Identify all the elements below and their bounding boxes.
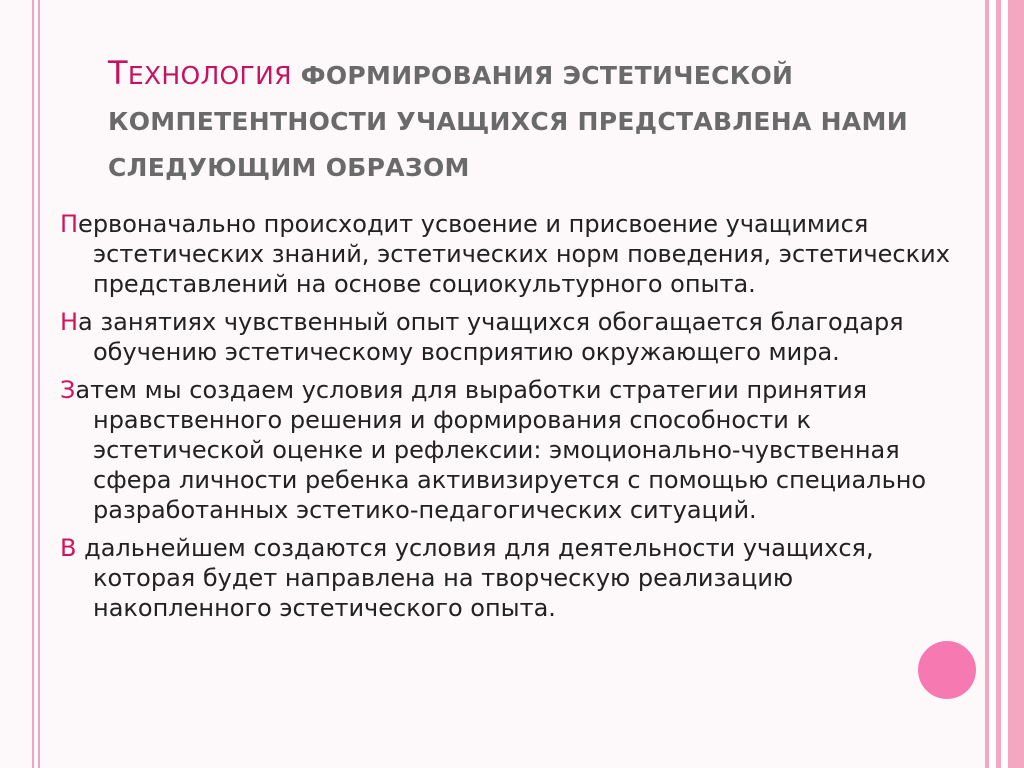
slide-body [60,209,960,631]
frame-line-left-outer [32,0,34,768]
right-stripe-1 [985,0,989,768]
paragraph-initial: Н [60,308,79,336]
right-stripe-2 [996,0,1001,768]
paragraph-text: дальнейшем создаются условия для деятельности учащихся, которая будет направлена на творческую реализацию накопленного эстетического опыта. [76,534,874,622]
paragraph-text: атем мы создаем условия для выработки стратегии принятия нравственного решения и формирования способности к эстетической оценке и рефлексии: эмоционально-чувственная сфера личности ребенка активизируется с помощью специально разработанных эстетико-педагогических ситуаций. [75,376,927,524]
paragraph-initial: З [60,376,76,404]
paragraph-initial: В [60,534,77,562]
title-first-rest: ЕХНОЛОГИЯ [127,61,292,90]
decor-circle [918,641,976,699]
frame-line-left-inner [38,0,40,768]
paragraph-text: ервоначально происходит усвоение и присвоение учащимися эстетических знаний, эстетических норм поведения, эстетических представлений на основе социокультурного опыта. [78,210,950,298]
paragraph-1 [60,209,960,299]
right-stripe-3 [1008,0,1024,768]
slide-title [108,50,948,191]
paragraph-initial: П [60,210,79,238]
title-rest: ФОРМИРОВАНИЯ ЭСТЕТИЧЕСКОЙ КОМПЕТЕНТНОСТИ УЧАЩИХСЯ ПРЕДСТАВЛЕНА НАМИ СЛЕДУЮЩИМ ОБРАЗОМ [108,61,908,182]
paragraph-4 [60,533,960,623]
title-first-cap: Т [108,54,128,92]
paragraph-3 [60,375,960,525]
title-first-word [108,54,292,92]
paragraph-2 [60,307,960,367]
paragraph-text: а занятиях чувственный опыт учащихся обогащается благодаря обучению эстетическому восприятию окружающего мира. [78,308,904,366]
